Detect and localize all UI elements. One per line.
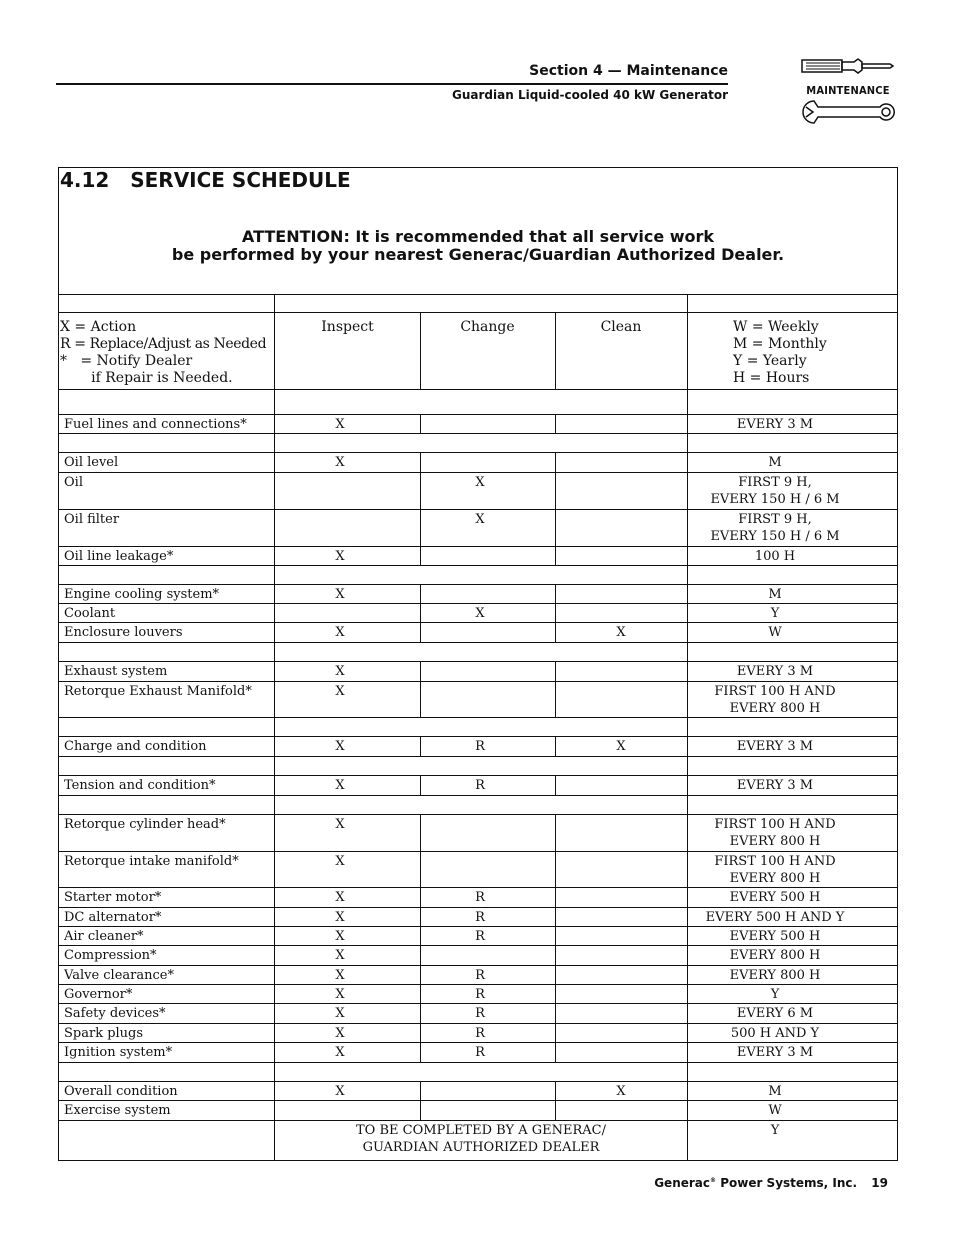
table-rule [58, 312, 898, 313]
frequency-value: EVERY 500 H [729, 929, 821, 944]
table-column-rule [555, 681, 556, 717]
frequency-value: EVERY 800 H [729, 948, 821, 963]
item-name: Compression* [64, 948, 157, 963]
item-name: Retorque intake manifold* [64, 854, 239, 869]
table-column-rule [420, 312, 421, 389]
header-rule [56, 83, 728, 85]
table-column-rule [420, 622, 421, 642]
table-column-rule [555, 509, 556, 546]
frequency-value: Y [770, 606, 780, 621]
table-rule [58, 472, 898, 473]
page-number: 19 [871, 1176, 888, 1190]
frequency-value: M [768, 455, 782, 470]
table-rule [58, 756, 898, 757]
item-name: Fuel lines and connections* [64, 417, 247, 432]
frequency-value: EVERY 3 M [736, 664, 814, 679]
inspect-mark: X [335, 1006, 345, 1021]
table-column-rule [420, 1100, 421, 1120]
table-column-rule [420, 814, 421, 851]
change-mark: R [475, 1006, 485, 1021]
legend-line: * = Notify Dealer [60, 353, 193, 369]
table-rule [58, 907, 898, 908]
frequency-value: EVERY 3 M [736, 778, 814, 793]
frequency-key-line: W = Weekly [733, 319, 819, 335]
table-rule [58, 1081, 898, 1082]
item-name: Enclosure louvers [64, 625, 183, 640]
table-column-rule [555, 546, 556, 565]
item-name: Retorque Exhaust Manifold* [64, 684, 252, 699]
table-rule [58, 775, 898, 776]
frequency-value: FIRST 9 H, [738, 512, 812, 527]
legend-line: X = Action [60, 319, 137, 335]
table-rule [58, 509, 898, 510]
table-column-rule [555, 926, 556, 945]
item-name: Overall condition [64, 1084, 178, 1099]
dealer-note-line-2: GUARDIAN AUTHORIZED DEALER [362, 1140, 600, 1155]
attention-note [60, 228, 896, 264]
inspect-mark: X [335, 684, 345, 699]
frequency-key-line: M = Monthly [733, 336, 827, 352]
dealer-frequency: Y [770, 1123, 780, 1138]
table-rule [58, 1042, 898, 1043]
maintenance-logo [800, 56, 896, 128]
inspect-mark: X [335, 1045, 345, 1060]
change-mark: R [475, 739, 485, 754]
frequency-value: M [768, 1084, 782, 1099]
change-mark: R [475, 968, 485, 983]
frequency-value: EVERY 3 M [736, 739, 814, 754]
registered-mark: ® [710, 1177, 717, 1184]
table-rule [58, 851, 898, 852]
table-column-rule [555, 775, 556, 795]
table-rule [58, 926, 898, 927]
inspect-mark: X [335, 948, 345, 963]
table-rule [58, 389, 898, 390]
frequency-value: EVERY 150 H / 6 M [710, 529, 840, 544]
section-heading: Section 4 — Maintenance [529, 63, 728, 79]
table-column-rule [555, 984, 556, 1003]
wrench-icon [800, 98, 896, 128]
table-column-rule [555, 584, 556, 603]
table-rule [58, 1003, 898, 1004]
change-mark: X [475, 606, 485, 621]
item-name: Governor* [64, 987, 133, 1002]
frequency-value: 100 H [754, 549, 796, 564]
table-rule [58, 887, 898, 888]
frequency-value: FIRST 100 H AND [714, 817, 836, 832]
table-rule [58, 681, 898, 682]
table-rule [58, 452, 898, 453]
table-column-rule [555, 472, 556, 509]
item-name: Starter motor* [64, 890, 162, 905]
item-name: Safety devices* [64, 1006, 166, 1021]
screwdriver-icon [800, 56, 896, 84]
table-rule [58, 661, 898, 662]
inspect-mark: X [335, 549, 345, 564]
item-name: Air cleaner* [64, 929, 144, 944]
frequency-value: W [768, 625, 782, 640]
document-subtitle: Guardian Liquid-cooled 40 kW Generator [452, 88, 728, 102]
frequency-value: 500 H AND Y [730, 1026, 820, 1041]
table-column-rule [555, 312, 556, 389]
table-column-rule [555, 965, 556, 984]
table-column-rule [555, 907, 556, 926]
item-name: Tension and condition* [64, 778, 216, 793]
frequency-key [733, 319, 827, 387]
table-column-rule [420, 1081, 421, 1100]
table-column-rule [555, 603, 556, 622]
frequency-value: EVERY 150 H / 6 M [710, 492, 840, 507]
inspect-mark: X [335, 910, 345, 925]
table-rule [58, 945, 898, 946]
item-name: Exercise system [64, 1103, 171, 1118]
footer-company: Power Systems, Inc. [716, 1176, 858, 1190]
frequency-value: FIRST 100 H AND [714, 854, 836, 869]
page-footer [560, 1176, 888, 1190]
table-rule [58, 642, 898, 643]
table-column-rule [420, 546, 421, 565]
page-title: 4.12 SERVICE SCHEDULE [60, 168, 351, 192]
change-mark: R [475, 890, 485, 905]
item-name: Charge and condition [64, 739, 207, 754]
legend [60, 319, 266, 387]
change-mark: R [475, 778, 485, 793]
table-rule [58, 1120, 898, 1121]
table-column-rule [555, 887, 556, 907]
table-column-rule [420, 945, 421, 965]
frequency-value: EVERY 6 M [736, 1006, 814, 1021]
table-rule [58, 546, 898, 547]
table-rule [58, 414, 898, 415]
inspect-mark: X [335, 739, 345, 754]
item-name: Coolant [64, 606, 116, 621]
table-rule [58, 984, 898, 985]
table-rule [58, 1062, 898, 1063]
inspect-mark: X [335, 817, 345, 832]
column-header-inspect: Inspect [321, 319, 374, 335]
item-name: Oil line leakage* [64, 549, 174, 564]
change-mark: X [475, 512, 485, 527]
table-column-rule [420, 851, 421, 887]
frequency-value: EVERY 800 H [729, 871, 821, 886]
inspect-mark: X [335, 417, 345, 432]
table-rule [58, 736, 898, 737]
frequency-value: FIRST 100 H AND [714, 684, 836, 699]
inspect-mark: X [335, 987, 345, 1002]
table-column-rule [420, 414, 421, 433]
item-name: DC alternator* [64, 910, 162, 925]
table-column-rule [555, 1042, 556, 1062]
table-rule [58, 584, 898, 585]
clean-mark: X [616, 739, 626, 754]
inspect-mark: X [335, 664, 345, 679]
table-rule [58, 433, 898, 434]
inspect-mark: X [335, 890, 345, 905]
table-column-rule [555, 414, 556, 433]
inspect-mark: X [335, 778, 345, 793]
item-name: Spark plugs [64, 1026, 144, 1041]
frequency-value: EVERY 800 H [729, 701, 821, 716]
table-column-rule [555, 1003, 556, 1023]
change-mark: R [475, 1026, 485, 1041]
attention-line-2: be performed by your nearest Generac/Guardian Authorized Dealer. [171, 245, 785, 264]
change-mark: R [475, 987, 485, 1002]
table-rule [58, 717, 898, 718]
item-name: Retorque cylinder head* [64, 817, 226, 832]
item-name: Oil filter [64, 512, 120, 527]
inspect-mark: X [335, 929, 345, 944]
item-name: Exhaust system [64, 664, 168, 679]
frequency-value: M [768, 587, 782, 602]
column-header-clean: Clean [600, 319, 642, 335]
column-header-change: Change [460, 319, 515, 335]
frequency-value: FIRST 9 H, [738, 475, 812, 490]
table-column-rule [555, 452, 556, 472]
attention-line-1: ATTENTION: It is recommended that all service work [241, 227, 715, 246]
frequency-value: EVERY 3 M [736, 1045, 814, 1060]
logo-label: MAINTENANCE [806, 84, 890, 97]
frequency-value: EVERY 500 H AND Y [705, 910, 845, 925]
inspect-mark: X [335, 625, 345, 640]
table-rule [58, 814, 898, 815]
item-name: Ignition system* [64, 1045, 173, 1060]
frequency-value: Y [770, 987, 780, 1002]
frequency-value: EVERY 500 H [729, 890, 821, 905]
footer-brand: Generac [654, 1176, 711, 1190]
table-rule [58, 622, 898, 623]
clean-mark: X [616, 1084, 626, 1099]
clean-mark: X [616, 625, 626, 640]
legend-line: if Repair is Needed. [60, 370, 233, 386]
inspect-mark: X [335, 854, 345, 869]
change-mark: R [475, 929, 485, 944]
frequency-key-line: Y = Yearly [733, 353, 807, 369]
table-column-rule [555, 1100, 556, 1120]
item-name: Valve clearance* [64, 968, 174, 983]
table-rule [58, 1100, 898, 1101]
item-name: Oil [64, 475, 83, 490]
inspect-mark: X [335, 455, 345, 470]
table-column-rule [420, 681, 421, 717]
table-column-rule [555, 1023, 556, 1042]
frequency-value: W [768, 1103, 782, 1118]
table-column-rule [555, 814, 556, 851]
legend-line: R = Replace/Adjust as Needed [60, 336, 267, 352]
table-column-rule [555, 945, 556, 965]
inspect-mark: X [335, 1084, 345, 1099]
change-mark: R [475, 910, 485, 925]
frequency-value: EVERY 3 M [736, 417, 814, 432]
change-mark: X [475, 475, 485, 490]
inspect-mark: X [335, 587, 345, 602]
table-column-rule [555, 851, 556, 887]
table-column-rule [420, 452, 421, 472]
table-rule [58, 965, 898, 966]
table-rule [58, 565, 898, 566]
table-column-rule [555, 661, 556, 681]
table-rule [58, 603, 898, 604]
table-rule [58, 294, 898, 295]
table-rule [58, 795, 898, 796]
item-name: Engine cooling system* [64, 587, 220, 602]
inspect-mark: X [335, 968, 345, 983]
dealer-note-line-1: TO BE COMPLETED BY A GENERAC/ [356, 1123, 606, 1138]
change-mark: R [475, 1045, 485, 1060]
item-name: Oil level [64, 455, 119, 470]
frequency-value: EVERY 800 H [729, 968, 821, 983]
frequency-value: EVERY 800 H [729, 834, 821, 849]
inspect-mark: X [335, 1026, 345, 1041]
frequency-key-line: H = Hours [733, 370, 810, 386]
table-column-rule [420, 661, 421, 681]
table-column-rule [420, 584, 421, 603]
table-rule [58, 1023, 898, 1024]
